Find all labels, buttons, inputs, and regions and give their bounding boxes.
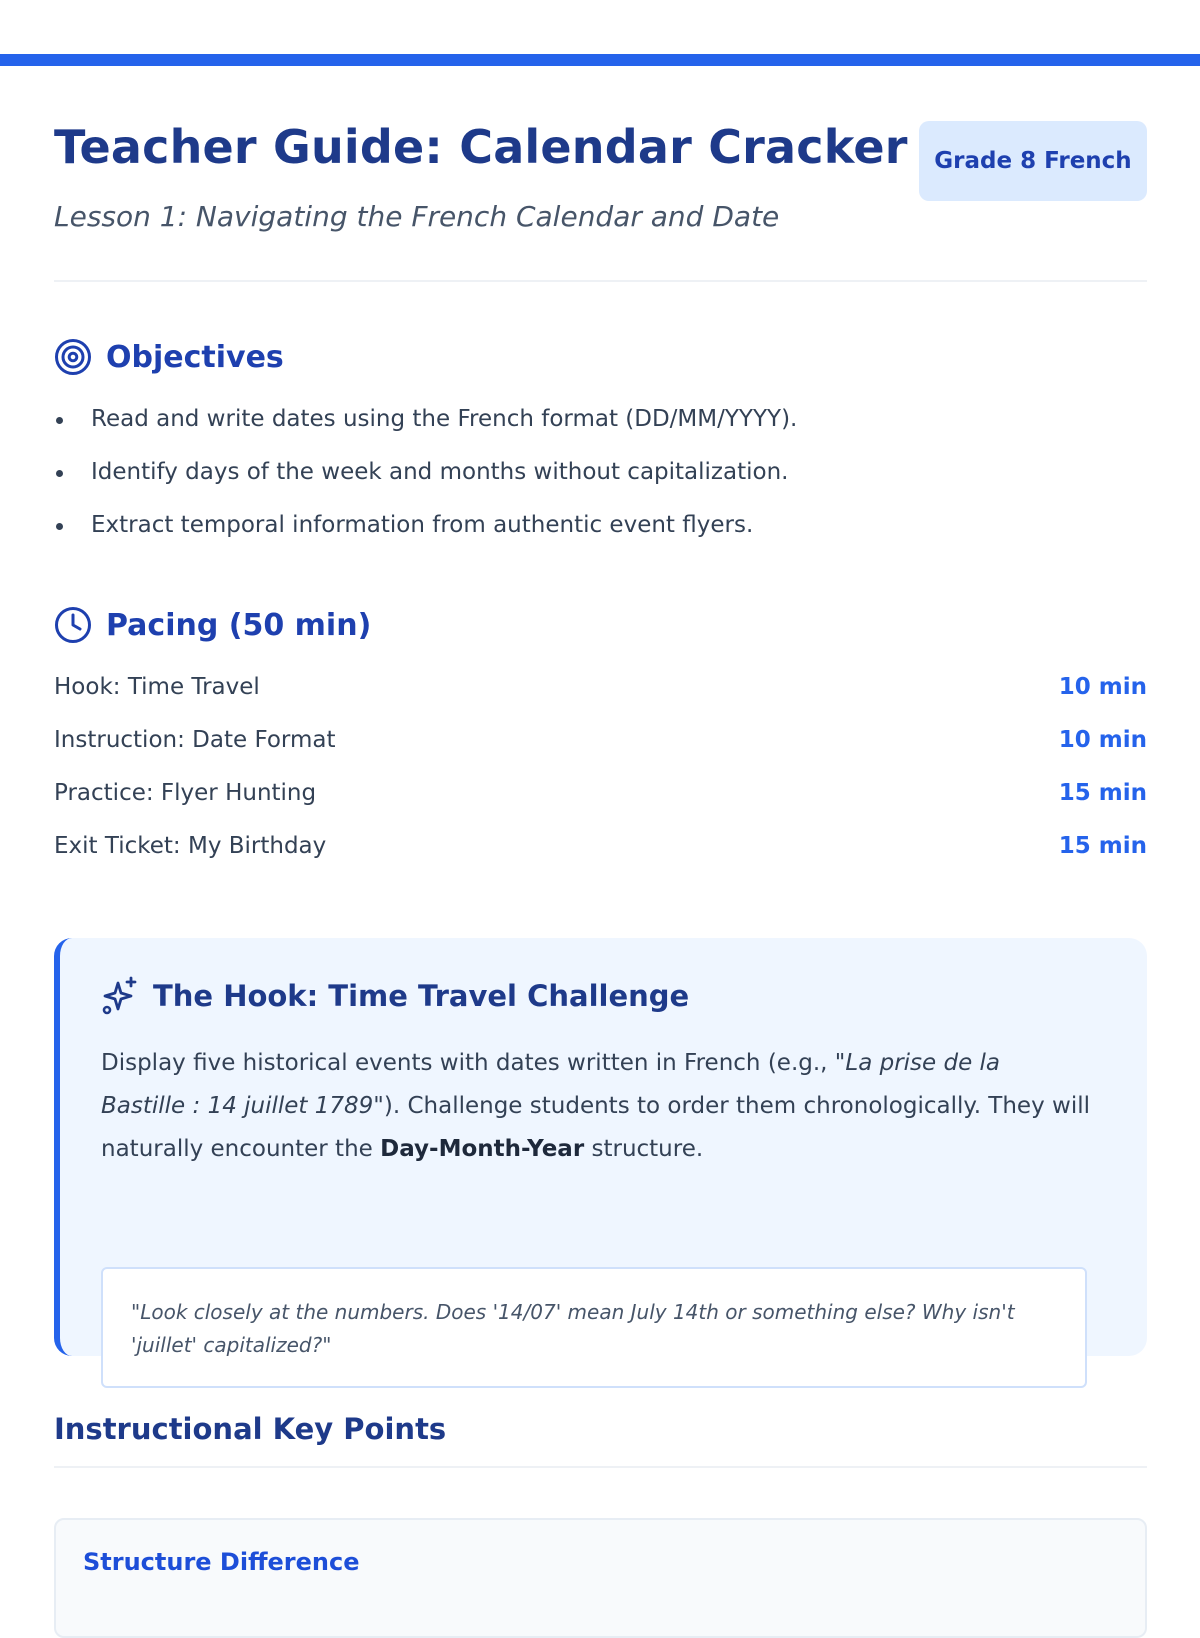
table-row: [54, 831, 1147, 884]
pacing-heading-text: Pacing (50 min): [106, 607, 372, 643]
page-header: [54, 66, 1147, 282]
key-point-card: [54, 1518, 1147, 1638]
pacing-heading: [54, 606, 371, 644]
list-item: Extract temporal information from authentic event flyers.: [54, 510, 1147, 563]
target-icon: [54, 338, 92, 376]
pacing-time: 15 min: [1058, 833, 1147, 859]
hook-example: "La prise de la Bastille : 14 juillet 1789": [101, 1050, 1001, 1119]
top-accent-bar: [0, 54, 1200, 66]
sparkles-icon: [101, 976, 139, 1016]
teacher-prompt-quote: "Look closely at the numbers. Does '14/07' mean July 14th or something else? Why isn't 'juillet' capitalized?": [101, 1267, 1087, 1388]
pacing-label: Exit Ticket: My Birthday: [54, 833, 327, 859]
table-row: [54, 672, 1147, 725]
key-point-title: Structure Difference: [83, 1548, 360, 1576]
hook-title: [101, 976, 689, 1016]
hook-body: Display five historical events with dates written in French (e.g., "La prise de la Bastille : 14 juillet 1789"). Challenge students to order them chronologically. They will naturally encounter the Day-Month-Year structure.: [101, 1050, 1090, 1162]
page-subtitle: Lesson 1: Navigating the French Calendar and Date: [54, 200, 780, 233]
teacher-guide-page: [54, 66, 1147, 1576]
pacing-label: Hook: Time Travel: [54, 674, 260, 700]
table-row: [54, 725, 1147, 778]
grade-badge: Grade 8 French: [919, 121, 1147, 201]
objectives-heading: [54, 338, 284, 376]
hook-bold-term: Day-Month-Year: [380, 1136, 585, 1162]
hook-title-text: The Hook: Time Travel Challenge: [153, 979, 690, 1013]
table-row: [54, 778, 1147, 831]
list-item: Identify days of the week and months without capitalization.: [54, 457, 1147, 510]
objectives-heading-text: Objectives: [106, 339, 284, 375]
pacing-table: [54, 672, 1147, 884]
page-title: Teacher Guide: Calendar Cracker: [54, 120, 908, 174]
pacing-label: Practice: Flyer Hunting: [54, 780, 317, 806]
objectives-list: [54, 404, 1147, 563]
list-item: Read and write dates using the French format (DD/MM/YYYY).: [54, 404, 1147, 457]
clock-icon: [54, 606, 92, 644]
pacing-time: 15 min: [1058, 780, 1147, 806]
pacing-label: Instruction: Date Format: [54, 727, 336, 753]
pacing-time: 10 min: [1058, 674, 1147, 700]
key-points-heading: Instructional Key Points: [54, 1412, 1147, 1468]
pacing-time: 10 min: [1058, 727, 1147, 753]
hook-callout: [54, 938, 1147, 1356]
